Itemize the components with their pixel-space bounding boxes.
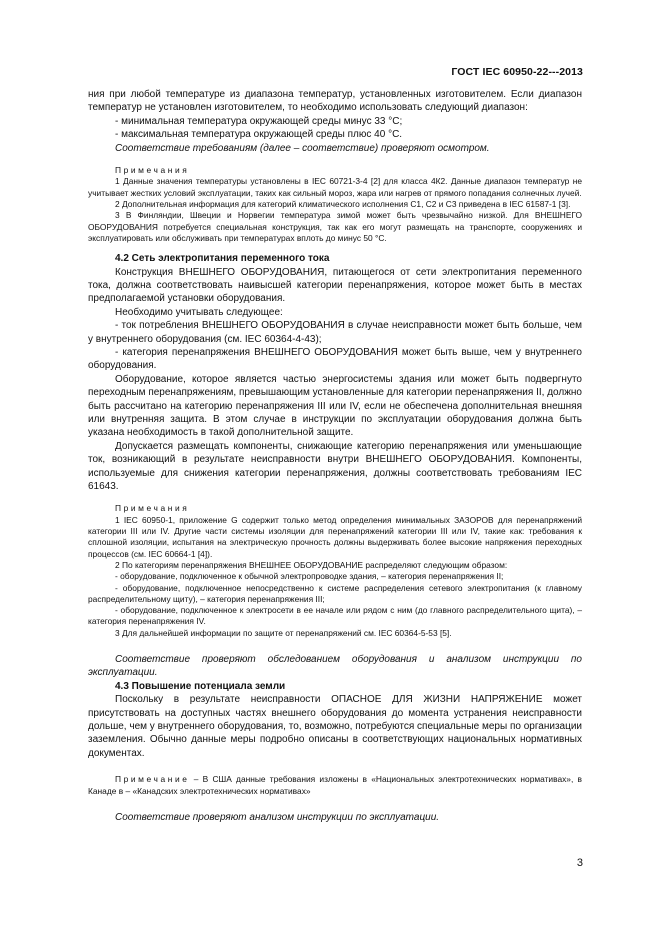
notes2-item-2: 2 По категориям перенапряжения ВНЕШНЕЕ ОБОРУДОВАНИЕ распределяют следующим образом:: [115, 559, 508, 570]
section-4-2-bullet-1: - ток потребления ВНЕШНЕГО ОБОРУДОВАНИЯ в случае неисправности может быть больше, чем у внутреннего оборудования (см. IEC 60364-4-43);: [88, 320, 582, 345]
min-temp-item: [88, 115, 582, 128]
section-4-3-p1: Поскольку в результате неисправности ОПАСНОЕ ДЛЯ ЖИЗНИ НАПРЯЖЕНИЕ может присутствовать на доступных частях внешнего оборудования до момента устранения неисправности дольше, чем у внутреннего оборудования, то, возможно, потребуются специальные меры по организации заземления. Обычно данные меры подробно описаны в соответствующих национальных нормативных документах.: [88, 694, 582, 759]
note3-text: – В США данные требования изложены в «Национальных электротехнических нормативах», в Канаде в – «Канадских электротехнических нормативах»: [88, 774, 582, 796]
section-4-2-title: 4.2 Сеть электропитания переменного тока: [115, 253, 330, 265]
notes1-heading: Примечания: [115, 165, 190, 176]
section-4-2-p4: Допускается размещать компоненты, снижающие категорию перенапряжения или уменьшающие ток, возникающий в результате неисправности внутри ВНЕШНЕГО ОБОРУДОВАНИЯ. Компоненты, используемые для снижения категории перенапряжения, должны соответствовать требованиям IEC 61643.: [88, 440, 582, 493]
min-temp-text: - минимальная температура окружающей среды минус 33: [115, 115, 389, 127]
page-number: 3: [576, 857, 583, 869]
document-body: [88, 88, 582, 824]
intro-paragraph: ния при любой температуре из диапазона температур, установленных изготовителем. Если диапазон температур не установлен изготовителем, то необходимо использовать следующий диапазон:: [88, 89, 582, 114]
notes1-item-3-unit: °С.: [375, 232, 387, 243]
section-4-2-p3: Оборудование, которое является частью энергосистемы здания или может быть подвергнуто переходным перенапряжениям, превышающим установленные для категории перенапряжения II, должно быть рассчитано на категорию перенапряжения III или IV, если не обеспечена дополнительная внешняя или внутренняя защита. В этом случае в инструкции по эксплуатации оборудования должна быть указана необходимость в такой дополнительной защите.: [88, 373, 582, 439]
notes2-item-3: 3 Для дальнейшей информации по защите от перенапряжений см. IEC 60364-5-53 [5].: [115, 627, 452, 638]
section-4-3-title: 4.3 Повышение потенциала земли: [115, 680, 286, 692]
section-4-2-bullet-2: - категория перенапряжения ВНЕШНЕГО ОБОРУДОВАНИЯ может быть выше, чем у внутреннего оборудования.: [88, 346, 582, 372]
note3: [88, 774, 582, 797]
max-temp-item: [88, 128, 582, 141]
compliance-examination: Соответствие проверяют обследованием оборудования и анализом инструкции по эксплуатации.: [88, 653, 582, 679]
notes2-item-2b: - оборудование, подключенное непосредственно к системе распределения сетевого электропитания (к главному распределительному щиту), – категория перенапряжения III;: [88, 582, 582, 604]
compliance-inspection: Соответствие требованиям (далее – соответствие) проверяют осмотром.: [115, 142, 490, 154]
notes1-item-1: 1 Данные значения температуры установлены в IEC 60721-3-4 [2] для класса 4К2. Данные диапазон температур не учитывает жестких условий эксплуатации, таких как сильный мороз, жара или нагрев от прямого попадания солнечных лучей.: [88, 176, 582, 198]
notes2-item-2a: - оборудование, подключенное к обычной электропроводке здания, – категория перенапряжения II;: [115, 571, 504, 582]
notes1-item-2: 2 Дополнительная информация для категорий климатического исполнения С1, С2 и С3 приведена в IEC 61587-1 [3].: [115, 198, 571, 209]
max-temp-text: - максимальная температура окружающей среды плюс 40: [115, 129, 389, 141]
min-temp-unit: °С;: [388, 115, 403, 127]
section-4-2-p1: Конструкция ВНЕШНЕГО ОБОРУДОВАНИЯ, питающегося от сети электропитания переменного тока, должна соответствовать наивысшей категории перенапряжения, которое может быть в местах предполагаемой установки оборудования.: [88, 266, 582, 305]
notes2-item-2c: - оборудование, подключенное к электросети в ее начале или рядом с ним (до главного распределительного щита), – категория перенапряжения IV.: [88, 605, 582, 627]
notes2-heading: Примечания: [115, 503, 190, 514]
standard-header: ГОСТ IEC 60950-22---2013: [451, 66, 583, 78]
max-temp-unit: °С.: [388, 129, 403, 141]
notes1-item-3-text: 3 В Финляндии, Швеции и Норвегии температура зимой может быть чрезвычайно низкой. Для ВНЕШНЕГО ОБОРУДОВАНИЯ потребуется специальная конструкция, так как его могут размещать на транспорте, сооружениях и эксплуатировать или обслуживать при температурах вплоть до минус 50: [88, 210, 582, 243]
notes1-item-3: [88, 210, 582, 244]
notes2-item-1: 1 IEC 60950-1, приложение G содержит только метод определения минимальных ЗАЗОРОВ для перенапряжений категории III или IV. Другие части системы изоляции для перенапряжений категории III или IV, такие как: требования к сплошной изоляции, испытания на электрическую прочность должны выдерживать более высокие напряжения переходных процессов (см. IEC 60664-1 [4]).: [88, 514, 582, 559]
compliance-instructions: Соответствие проверяют анализом инструкции по эксплуатации.: [115, 811, 440, 823]
section-4-2-p2: Необходимо учитывать следующее:: [115, 306, 283, 318]
note3-label: Примечание: [115, 774, 190, 785]
